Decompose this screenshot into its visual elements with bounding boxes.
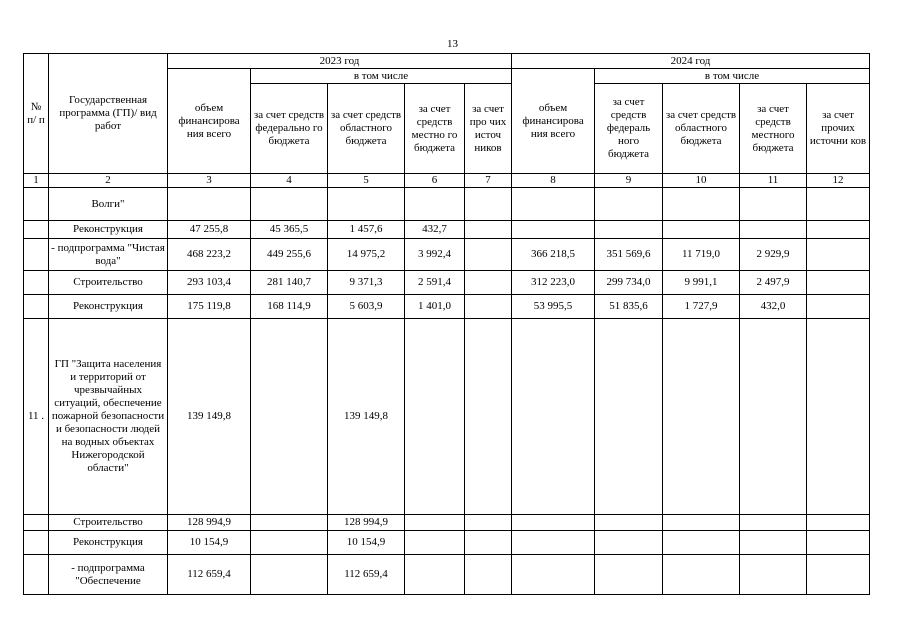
table-row [24, 188, 870, 221]
cell-value: 312 223,0 [512, 271, 595, 295]
cell-value: 128 994,9 [168, 515, 251, 531]
cell-value: 47 255,8 [168, 221, 251, 239]
cell-value [663, 515, 740, 531]
table-row [24, 271, 870, 295]
col-number: 1 [24, 174, 49, 188]
cell-value [465, 221, 512, 239]
table-row [24, 319, 870, 515]
table-row [24, 221, 870, 239]
row-name: Волги" [49, 188, 168, 221]
page-number: 13 [447, 38, 458, 50]
cell-value: 299 734,0 [595, 271, 663, 295]
header-2024-regional: за счет средств областного бюджета [663, 84, 740, 174]
cell-value [663, 319, 740, 515]
row-number [24, 239, 49, 271]
row-name: ГП "Защита населения и территорий от чрезвычайных ситуаций, обеспечение пожарной безопасности и безопасности людей на водных объектах Нижегородской области" [49, 319, 168, 515]
row-name: - подпрограмма "Чистая вода" [49, 239, 168, 271]
table-row [24, 239, 870, 271]
cell-value: 5 603,9 [328, 295, 405, 319]
row-number [24, 295, 49, 319]
cell-value [740, 221, 807, 239]
table-row [24, 295, 870, 319]
cell-value [465, 295, 512, 319]
header-2024-other: за счет прочих источни ков [807, 84, 870, 174]
cell-value: 139 149,8 [168, 319, 251, 515]
cell-value [328, 188, 405, 221]
cell-value: 351 569,6 [595, 239, 663, 271]
header-2024-local: за счет средств местного бюджета [740, 84, 807, 174]
col-number: 11 [740, 174, 807, 188]
cell-value: 10 154,9 [168, 531, 251, 555]
row-number [24, 271, 49, 295]
cell-value [807, 239, 870, 271]
cell-value [512, 221, 595, 239]
cell-value [595, 515, 663, 531]
cell-value [740, 319, 807, 515]
row-name: - подпрограмма "Обеспечение [49, 555, 168, 595]
cell-value: 11 719,0 [663, 239, 740, 271]
header-col-name: Государственная программа (ГП)/ вид работ [49, 54, 168, 174]
col-number: 8 [512, 174, 595, 188]
cell-value: 9 991,1 [663, 271, 740, 295]
col-number: 6 [405, 174, 465, 188]
cell-value: 293 103,4 [168, 271, 251, 295]
col-number: 7 [465, 174, 512, 188]
row-number [24, 221, 49, 239]
table-row [24, 515, 870, 531]
table-row [24, 555, 870, 595]
cell-value [807, 515, 870, 531]
cell-value: 112 659,4 [328, 555, 405, 595]
row-name: Строительство [49, 515, 168, 531]
cell-value [512, 555, 595, 595]
cell-value: 449 255,6 [251, 239, 328, 271]
cell-value [512, 515, 595, 531]
cell-value [512, 319, 595, 515]
col-number: 10 [663, 174, 740, 188]
cell-value [663, 531, 740, 555]
column-number-row [24, 174, 870, 188]
cell-value [465, 555, 512, 595]
header-2024-total: объем финансирова ния всего [512, 69, 595, 174]
cell-value [807, 221, 870, 239]
row-number: 11 . [24, 319, 49, 515]
cell-value: 53 995,5 [512, 295, 595, 319]
row-number [24, 188, 49, 221]
cell-value [405, 555, 465, 595]
header-2023-including: в том числе [251, 69, 512, 84]
cell-value [807, 531, 870, 555]
cell-value: 1 401,0 [405, 295, 465, 319]
cell-value: 51 835,6 [595, 295, 663, 319]
row-number [24, 515, 49, 531]
cell-value: 366 218,5 [512, 239, 595, 271]
header-2024-including: в том числе [595, 69, 870, 84]
cell-value [512, 531, 595, 555]
header-col-num: № п/ п [24, 54, 49, 174]
cell-value [465, 531, 512, 555]
cell-value: 112 659,4 [168, 555, 251, 595]
cell-value: 9 371,3 [328, 271, 405, 295]
cell-value: 168 114,9 [251, 295, 328, 319]
cell-value [807, 295, 870, 319]
row-name: Строительство [49, 271, 168, 295]
header-2023-local: за счет средств местно го бюджета [405, 84, 465, 174]
cell-value [663, 555, 740, 595]
col-number: 12 [807, 174, 870, 188]
table-row [24, 531, 870, 555]
cell-value [512, 188, 595, 221]
cell-value [405, 515, 465, 531]
cell-value: 2 929,9 [740, 239, 807, 271]
cell-value [405, 531, 465, 555]
header-2023-regional: за счет средств областного бюджета [328, 84, 405, 174]
cell-value [251, 531, 328, 555]
cell-value: 128 994,9 [328, 515, 405, 531]
cell-value [595, 555, 663, 595]
header-2024-federal: за счет средств федераль ного бюджета [595, 84, 663, 174]
col-number: 3 [168, 174, 251, 188]
cell-value [251, 188, 328, 221]
cell-value [251, 555, 328, 595]
cell-value [465, 271, 512, 295]
cell-value: 281 140,7 [251, 271, 328, 295]
financing-table [23, 53, 870, 595]
row-number [24, 555, 49, 595]
cell-value: 1 457,6 [328, 221, 405, 239]
cell-value: 10 154,9 [328, 531, 405, 555]
col-number: 9 [595, 174, 663, 188]
cell-value [807, 555, 870, 595]
cell-value: 432,7 [405, 221, 465, 239]
cell-value [168, 188, 251, 221]
row-name: Реконструкция [49, 221, 168, 239]
cell-value: 139 149,8 [328, 319, 405, 515]
cell-value [740, 555, 807, 595]
cell-value: 1 727,9 [663, 295, 740, 319]
cell-value [595, 531, 663, 555]
cell-value [251, 515, 328, 531]
cell-value [405, 188, 465, 221]
header-2023-total: объем финансирова ния всего [168, 69, 251, 174]
header-2023-other: за счет про чих источ ников [465, 84, 512, 174]
header-2023-federal: за счет средств федерально го бюджета [251, 84, 328, 174]
cell-value [663, 188, 740, 221]
cell-value [740, 188, 807, 221]
col-number: 5 [328, 174, 405, 188]
cell-value: 175 119,8 [168, 295, 251, 319]
row-name: Реконструкция [49, 531, 168, 555]
cell-value: 45 365,5 [251, 221, 328, 239]
cell-value [663, 221, 740, 239]
header-year-2024: 2024 год [512, 54, 870, 69]
cell-value: 3 992,4 [405, 239, 465, 271]
cell-value [807, 188, 870, 221]
cell-value: 432,0 [740, 295, 807, 319]
col-number: 2 [49, 174, 168, 188]
cell-value [465, 239, 512, 271]
cell-value [405, 319, 465, 515]
cell-value [595, 319, 663, 515]
cell-value [595, 221, 663, 239]
cell-value [740, 515, 807, 531]
cell-value [251, 319, 328, 515]
col-number: 4 [251, 174, 328, 188]
cell-value [465, 515, 512, 531]
cell-value: 2 591,4 [405, 271, 465, 295]
cell-value [465, 188, 512, 221]
cell-value [595, 188, 663, 221]
cell-value [465, 319, 512, 515]
cell-value [740, 531, 807, 555]
cell-value: 2 497,9 [740, 271, 807, 295]
cell-value: 468 223,2 [168, 239, 251, 271]
header-year-2023: 2023 год [168, 54, 512, 69]
cell-value [807, 319, 870, 515]
row-number [24, 531, 49, 555]
row-name: Реконструкция [49, 295, 168, 319]
cell-value: 14 975,2 [328, 239, 405, 271]
cell-value [807, 271, 870, 295]
